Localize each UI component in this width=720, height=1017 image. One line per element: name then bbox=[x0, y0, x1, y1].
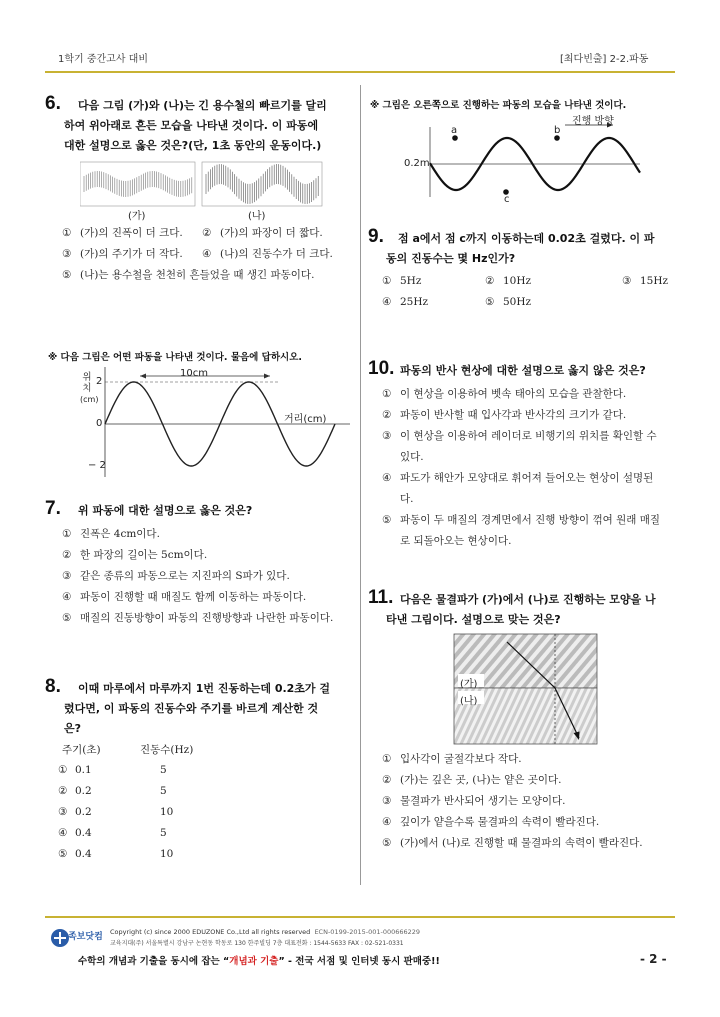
note-left: ※ 다음 그림은 어떤 파동을 나타낸 것이다. 물음에 답하시오. bbox=[48, 352, 302, 363]
q7-option-1: ① 진폭은 4cm이다. bbox=[62, 528, 160, 540]
q10-options bbox=[382, 384, 678, 552]
q8-row-3-a: 0.2 bbox=[75, 806, 92, 818]
q8-row-1-b: 5 bbox=[160, 764, 167, 776]
q9-line-2: 동의 진동수는 몇 Hz인가? bbox=[386, 252, 516, 265]
q6-option-1: ① (가)의 진폭이 더 크다. bbox=[62, 227, 183, 239]
q8-number: 8. bbox=[45, 676, 61, 697]
q8-row-3-b: 10 bbox=[160, 806, 174, 818]
q9-number: 9. bbox=[368, 226, 384, 247]
wave2-point-b: b bbox=[554, 125, 561, 136]
q8-col1-header: 주기(초) bbox=[62, 744, 101, 756]
q11-option-4: ④ 깊이가 얕을수록 물결파의 속력이 빨라진다. bbox=[382, 816, 600, 828]
q7-option-5: ⑤ 매질의 진동방향이 파동의 진행방향과 나란한 파동이다. bbox=[62, 612, 334, 624]
q9-option-2: ② 10Hz bbox=[485, 275, 532, 287]
q7-options bbox=[62, 524, 333, 629]
q6-line-3: 대한 설명으로 옳은 것은?(단, 1초 동안의 운동이다.) bbox=[64, 139, 322, 152]
q6-line-1: 다음 그림 (가)와 (나)는 긴 용수철의 빠르기를 달리 bbox=[78, 99, 327, 112]
q11-label-a: (가) bbox=[460, 679, 478, 690]
q7-text: 위 파동에 대한 설명으로 옳은 것은? bbox=[78, 504, 253, 517]
q9-option-5: ⑤ 50Hz bbox=[485, 296, 532, 308]
wave2-amp-label: 0.2m bbox=[404, 158, 430, 169]
q6-label-b: (나) bbox=[248, 211, 266, 222]
q11-options bbox=[382, 749, 643, 854]
wave2-dir-label: 진행 방향 bbox=[572, 116, 614, 127]
footer-promo: 수학의 개념과 기출을 동시에 잡는 “개념과 기출” - 전국 서점 및 인터넷 동시 판매중!! bbox=[78, 956, 440, 967]
footer-rule bbox=[45, 916, 675, 918]
q10-number: 10. bbox=[368, 358, 395, 379]
q11-option-1: ① 입사각이 굴절각보다 작다. bbox=[382, 753, 522, 765]
q8-line-2: 렸다면, 이 파동의 진동수와 주기를 바르게 계산한 것 bbox=[64, 702, 319, 715]
q9-option-3: ③ 15Hz bbox=[622, 275, 669, 287]
q8-row-1-a: 0.1 bbox=[75, 764, 92, 776]
graph-xlabel: 거리(cm) bbox=[284, 414, 327, 425]
graph-tick-2: 2 bbox=[96, 376, 103, 387]
q8-row-5-a: 0.4 bbox=[75, 848, 92, 860]
q7-option-4: ④ 파동이 진행할 때 매질도 함께 이동하는 파동이다. bbox=[62, 591, 307, 603]
q11-option-3: ③ 물결파가 반사되어 생기는 모양이다. bbox=[382, 795, 566, 807]
q6-spring-figures bbox=[80, 160, 330, 210]
column-divider bbox=[360, 85, 361, 885]
q9-option-4: ④ 25Hz bbox=[382, 296, 429, 308]
q9-line-1: 점 a에서 점 c까지 이동하는데 0.02초 걸렸다. 이 파 bbox=[398, 232, 655, 245]
q11-label-b: (나) bbox=[460, 696, 478, 707]
q10-option-5: ⑤ 파동이 두 매질의 경계면에서 진행 방향이 꺾여 원래 매질 로 되돌아오는 현상이다. bbox=[382, 514, 660, 547]
q6-option-4: ④ (나)의 진동수가 더 크다. bbox=[202, 248, 333, 260]
q8-row-3-n: ③ bbox=[58, 806, 68, 818]
q8-row-2-b: 5 bbox=[160, 785, 167, 797]
q7-option-3: ③ 같은 종류의 파동으로는 지진파의 S파가 있다. bbox=[62, 570, 290, 582]
q8-row-5-n: ⑤ bbox=[58, 848, 68, 860]
q8-row-4-a: 0.4 bbox=[75, 827, 92, 839]
q8-row-5-b: 10 bbox=[160, 848, 174, 860]
graph-span-label: 10cm bbox=[180, 368, 208, 379]
header-left: 1학기 중간고사 대비 bbox=[58, 54, 148, 65]
graph-ylabel-1: 위 bbox=[82, 372, 92, 383]
q8-row-2-a: 0.2 bbox=[75, 785, 92, 797]
header-right: [최다빈출] 2-2.파동 bbox=[560, 54, 649, 65]
wave2-point-c: c bbox=[504, 194, 510, 205]
q10-text: 파동의 반사 현상에 대한 설명으로 옳지 않은 것은? bbox=[400, 364, 646, 377]
q7-option-2: ② 한 파장의 길이는 5cm이다. bbox=[62, 549, 208, 561]
wave2-point-a: a bbox=[451, 125, 458, 136]
q8-row-1-n: ① bbox=[58, 764, 68, 776]
q6-option-3: ③ (가)의 주기가 더 작다. bbox=[62, 248, 183, 260]
q6-label-a: (가) bbox=[128, 211, 146, 222]
q6-line-2: 하여 위아래로 흔든 모습을 나타낸 것이다. 이 파동에 bbox=[64, 119, 319, 132]
footer-address: 교육지대(주) 서울특별시 강남구 논현동 학동로 130 한주빌딩 7층 대표전화 : 1544-5633 FAX : 02-521-0331 bbox=[110, 940, 404, 947]
logo-text: 족보닷컴 bbox=[68, 932, 103, 942]
q9-option-1: ① 5Hz bbox=[382, 275, 422, 287]
copyright-text: Copyright (c) since 2000 EDUZONE Co.,Ltd all rights reserved bbox=[110, 928, 311, 936]
ecn-text: ECN-0199-2015-001-000666229 bbox=[314, 928, 421, 936]
q10-option-2: ② 파동이 반사할 때 입사각과 반사각의 크기가 같다. bbox=[382, 409, 627, 421]
q8-line-3: 은? bbox=[64, 722, 82, 735]
q6-number: 6. bbox=[45, 93, 61, 114]
q10-option-4: ④ 파도가 해안가 모양대로 휘어져 들어오는 현상이 설명된 다. bbox=[382, 472, 654, 505]
q11-line-1: 다음은 물결파가 (가)에서 (나)로 진행하는 모양을 나 bbox=[400, 593, 656, 606]
q6-option-5: ⑤ (나)는 용수철을 천천히 흔들었을 때 생긴 파동이다. bbox=[62, 269, 315, 281]
q10-option-3: ③ 이 현상을 이용하여 레이더로 비행기의 위치를 확인할 수 있다. bbox=[382, 430, 657, 463]
q11-option-2: ② (가)는 깊은 곳, (나)는 얕은 곳이다. bbox=[382, 774, 562, 786]
q8-line-1: 이때 마루에서 마루까지 1번 진동하는데 0.2초가 걸 bbox=[78, 682, 331, 695]
q8-row-4-b: 5 bbox=[160, 827, 167, 839]
graph-tick-neg2: − 2 bbox=[88, 460, 106, 471]
footer-copyright bbox=[110, 928, 420, 936]
q11-number: 11. bbox=[368, 587, 394, 608]
q11-option-5: ⑤ (가)에서 (나)로 진행할 때 물결파의 속력이 빨라진다. bbox=[382, 837, 643, 849]
note-right: ※ 그림은 오른쪽으로 진행하는 파동의 모습을 나타낸 것이다. bbox=[370, 100, 627, 111]
graph-ylabel bbox=[80, 372, 99, 405]
graph-ylabel-2: 치 bbox=[82, 383, 92, 394]
q10-option-1: ① 이 현상을 이용하여 벳속 태아의 모습을 관찰한다. bbox=[382, 388, 627, 400]
page-number: - 2 - bbox=[640, 952, 667, 966]
q8-row-2-n: ② bbox=[58, 785, 68, 797]
graph-ylabel-3: (cm) bbox=[80, 395, 99, 404]
wave2-figure bbox=[395, 112, 655, 212]
q7-number: 7. bbox=[45, 498, 61, 519]
q8-col2-header: 진동수(Hz) bbox=[140, 744, 194, 756]
q8-row-4-n: ④ bbox=[58, 827, 68, 839]
graph-tick-0: 0 bbox=[96, 418, 103, 429]
q6-option-2: ② (가)의 파장이 더 짧다. bbox=[202, 227, 323, 239]
header-rule bbox=[45, 71, 675, 73]
q11-line-2: 타낸 그림이다. 설명으로 맞는 것은? bbox=[386, 613, 561, 626]
promo-highlight: 개념과 기출 bbox=[229, 956, 279, 967]
